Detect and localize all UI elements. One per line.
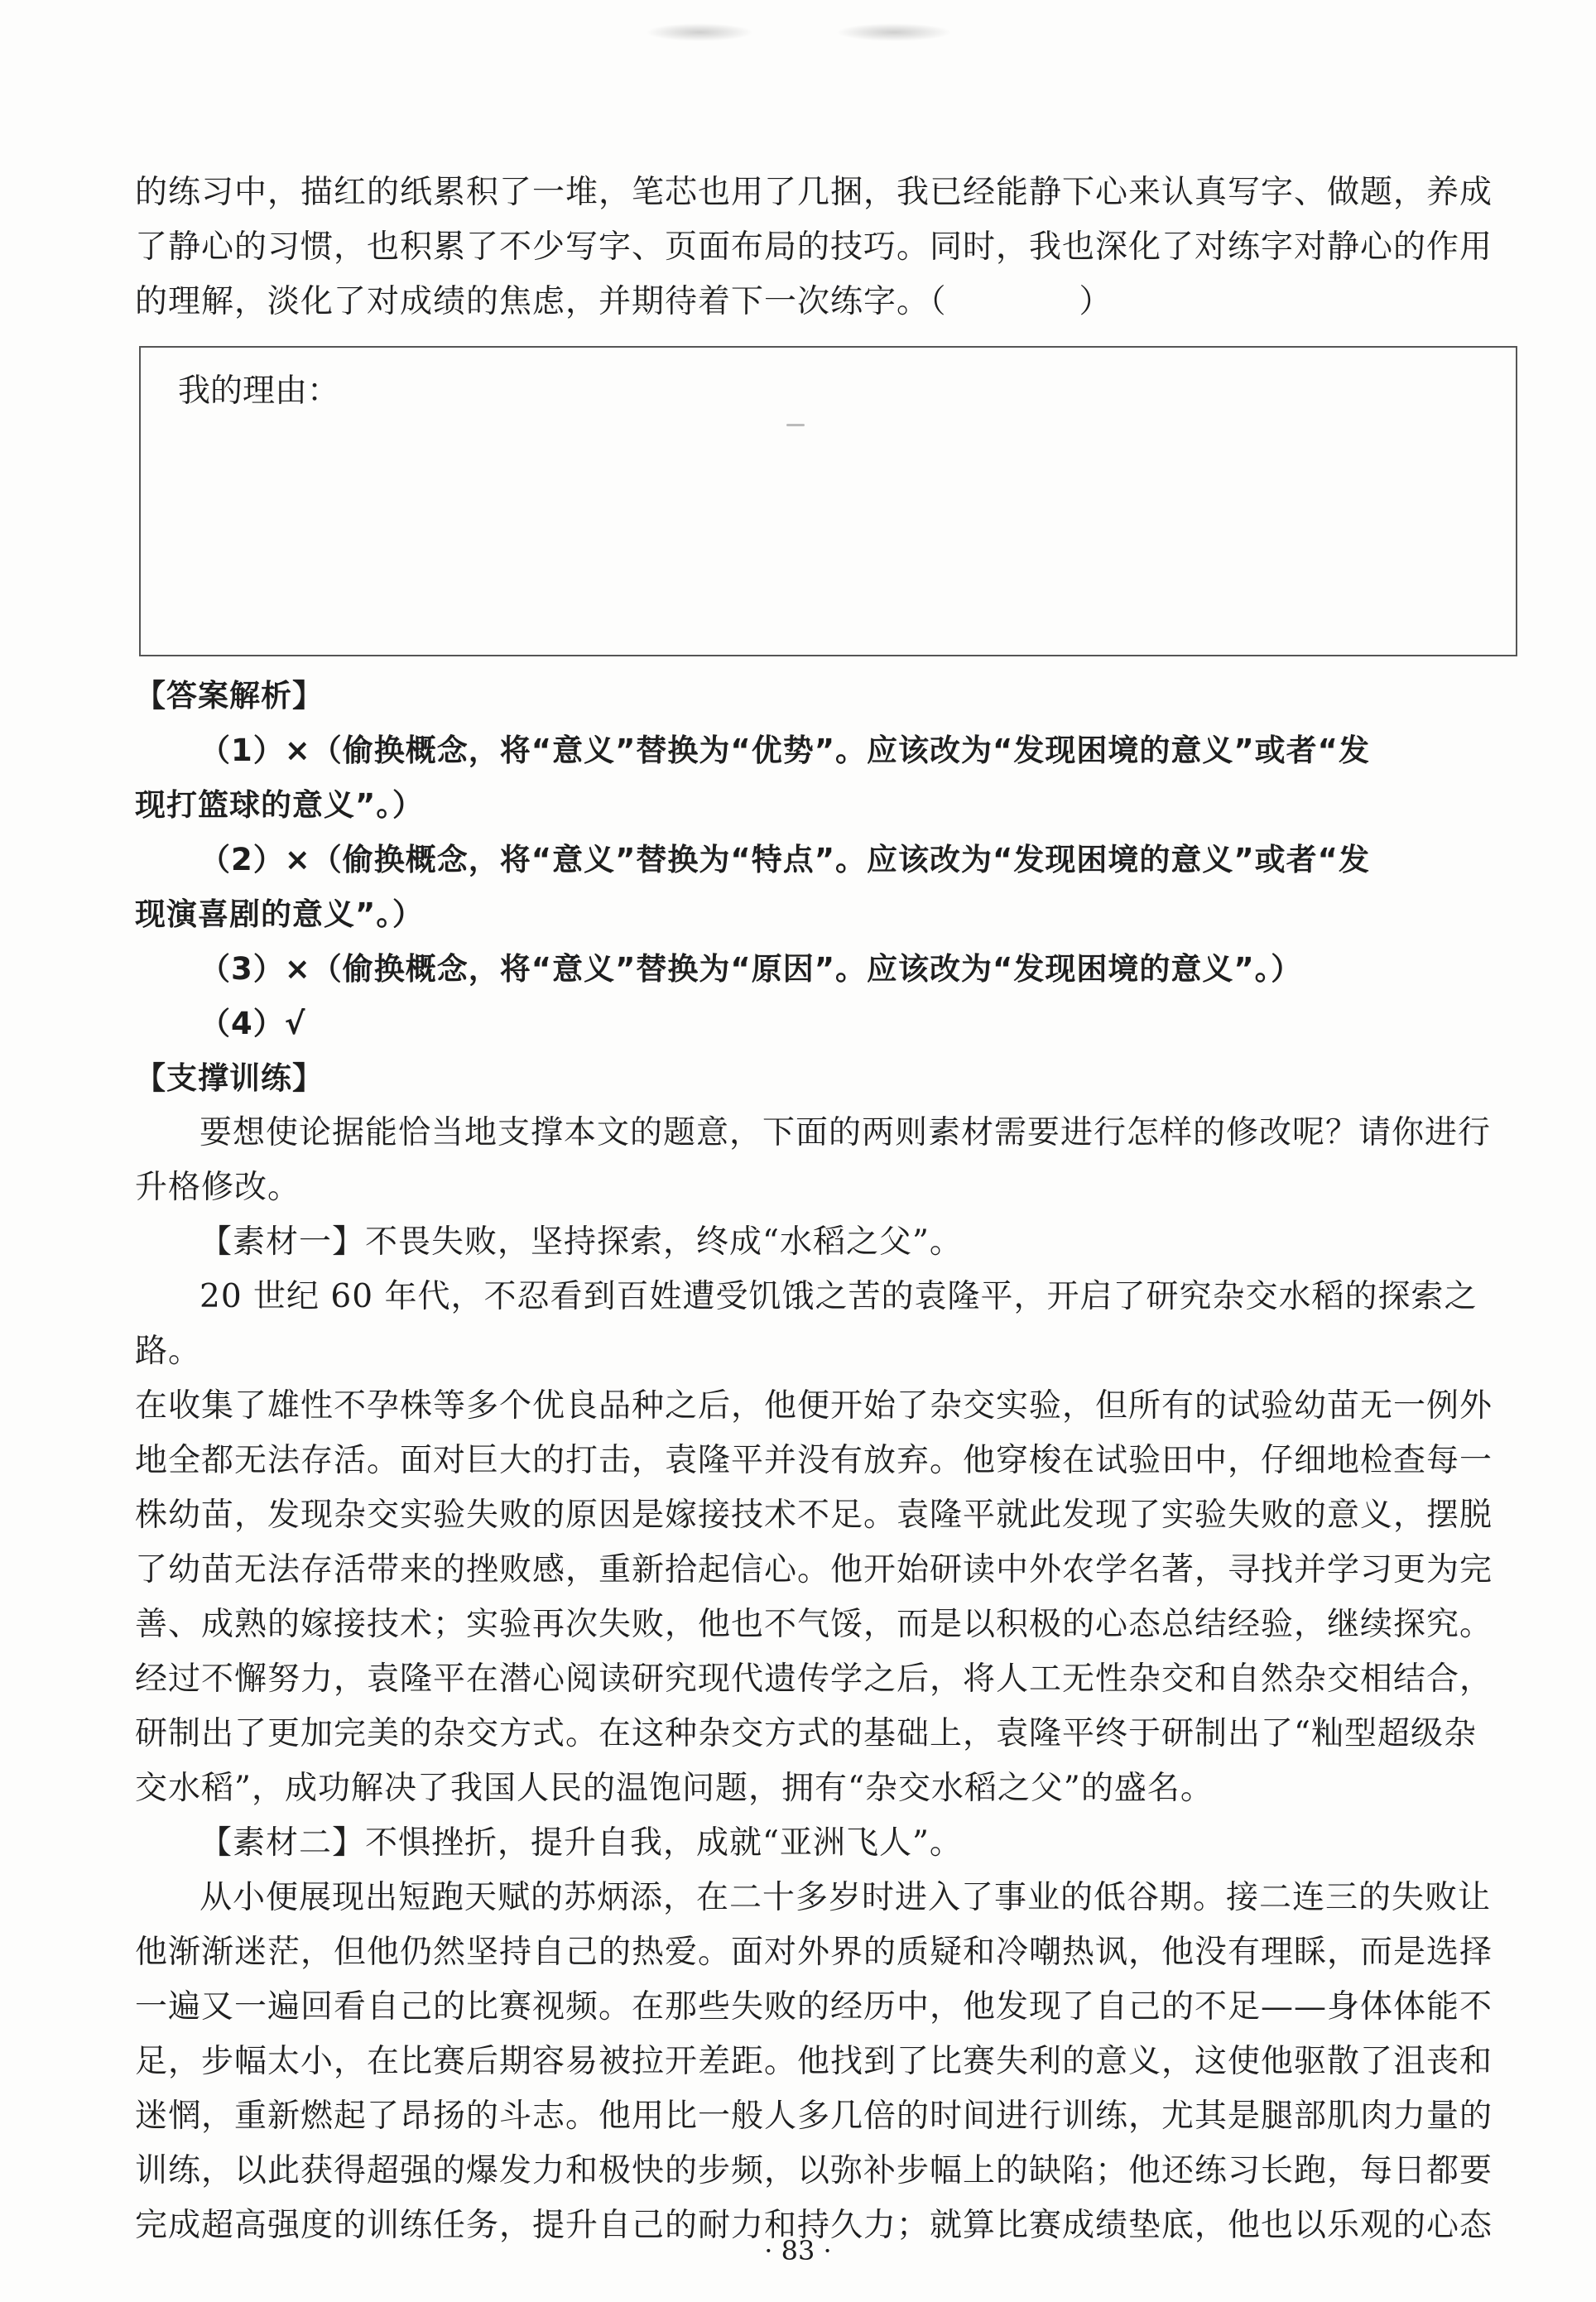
answer-item-1-cont: 现打篮球的意义”。） xyxy=(135,787,424,823)
answer-section xyxy=(135,669,1519,2253)
material2-line: 训练，以此获得超强的爆发力和极快的步频，以弥补步幅上的缺陷；他还练习长跑，每日都要 xyxy=(135,2152,1493,2189)
material1-line: 了幼苗无法存活带来的挫败感，重新拾起信心。他开始研读中外农学名著，寻找并学习更为完 xyxy=(135,1551,1493,1588)
material1-line: 经过不懈努力，袁隆平在潜心阅读研究现代遗传学之后，将人工无性杂交和自然杂交相结合， xyxy=(135,1660,1493,1698)
material1-line: 株幼苗，发现杂交实验失败的原因是嫁接技术不足。袁隆平就此发现了实验失败的意义，摆脱 xyxy=(135,1497,1493,1534)
material1-line: 研制出了更加完美的杂交方式。在这种杂交方式的基础上，袁隆平终于研制出了“籼型超级杂 xyxy=(135,1715,1477,1752)
page-number: · 83 · xyxy=(764,2235,832,2266)
material1-line: 交水稻”，成功解决了我国人民的温饱问题，拥有“杂交水稻之父”的盛名。 xyxy=(135,1770,1214,1807)
reason-answer-box[interactable] xyxy=(139,346,1517,656)
material1-line: 在收集了雄性不孕株等多个优良品种之后，他便开始了杂交实验，但所有的试验幼苗无一例外 xyxy=(135,1387,1493,1425)
support-intro-line: 升格修改。 xyxy=(135,1169,301,1206)
scan-mark xyxy=(786,424,805,426)
answer-item-4: （4）√ xyxy=(200,1006,306,1041)
text-line: 了静心的习惯，也积累了不少写字、页面布局的技巧。同时，我也深化了对练字对静心的作用 xyxy=(135,228,1493,266)
support-heading: 【支撑训练】 xyxy=(135,1060,324,1096)
material2-line: 完成超高强度的训练任务，提升自己的耐力和持久力；就算比赛成绩垫底，他也以乐观的心态 xyxy=(135,2207,1493,2244)
scan-smudge-left xyxy=(646,23,753,41)
material2-line: 足，步幅太小，在比赛后期容易被拉开差距。他找到了比赛失利的意义，这使他驱散了沮丧和 xyxy=(135,2043,1493,2080)
support-intro-line: 要想使论据能恰当地支撑本文的题意，下面的两则素材需要进行怎样的修改呢？请你进行 xyxy=(200,1114,1492,1151)
material1-title: 【素材一】不畏失败，坚持探索，终成“水稻之父”。 xyxy=(200,1223,963,1261)
reason-label: 我的理由： xyxy=(178,372,340,410)
text-line: 的练习中，描红的纸累积了一堆，笔芯也用了几捆，我已经能静下心来认真写字、做题，养成 xyxy=(135,174,1493,211)
material1-line: 地全都无法存活。面对巨大的打击，袁隆平并没有放弃。他穿梭在试验田中，仔细地检查每一 xyxy=(135,1442,1493,1479)
material2-line: 他渐渐迷茫，但他仍然坚持自己的热爱。面对外界的质疑和冷嘲热讽，他没有理睬，而是选择 xyxy=(135,1934,1493,1971)
answer-item-1: （1）×（偷换概念，将“意义”替换为“优势”。应该改为“发现困境的意义”或者“发 xyxy=(200,733,1370,768)
top-paragraph xyxy=(135,166,1519,329)
answer-item-2: （2）×（偷换概念，将“意义”替换为“特点”。应该改为“发现困境的意义”或者“发 xyxy=(200,842,1370,877)
answer-item-2-cont: 现演喜剧的意义”。） xyxy=(135,896,424,932)
material1-line: 善、成熟的嫁接技术；实验再次失败，他也不气馁，而是以积极的心态总结经验，继续探究。 xyxy=(135,1606,1493,1643)
answer-heading: 【答案解析】 xyxy=(135,678,324,714)
material2-line: 迷惘，重新燃起了昂扬的斗志。他用比一般人多几倍的时间进行训练，尤其是腿部肌肉力量的 xyxy=(135,2098,1493,2135)
material2-title: 【素材二】不惧挫折，提升自我，成就“亚洲飞人”。 xyxy=(200,1824,963,1862)
scan-smudge-right xyxy=(836,23,952,41)
material2-line: 一遍又一遍回看自己的比赛视频。在那些失败的经历中，他发现了自己的不足——身体体能不 xyxy=(135,1988,1493,2026)
text-line: 的理解，淡化了对成绩的焦虑，并期待着下一次练字。（ ） xyxy=(135,283,1113,320)
material2-line: 从小便展现出短跑天赋的苏炳添，在二十多岁时进入了事业的低谷期。接二连三的失败让 xyxy=(200,1879,1492,1916)
material1-line: 20 世纪 60 年代，不忍看到百姓遭受饥饿之苦的袁隆平，开启了研究杂交水稻的探索之路。 xyxy=(135,1278,1478,1370)
answer-item-3: （3）×（偷换概念，将“意义”替换为“原因”。应该改为“发现困境的意义”。） xyxy=(200,951,1303,987)
